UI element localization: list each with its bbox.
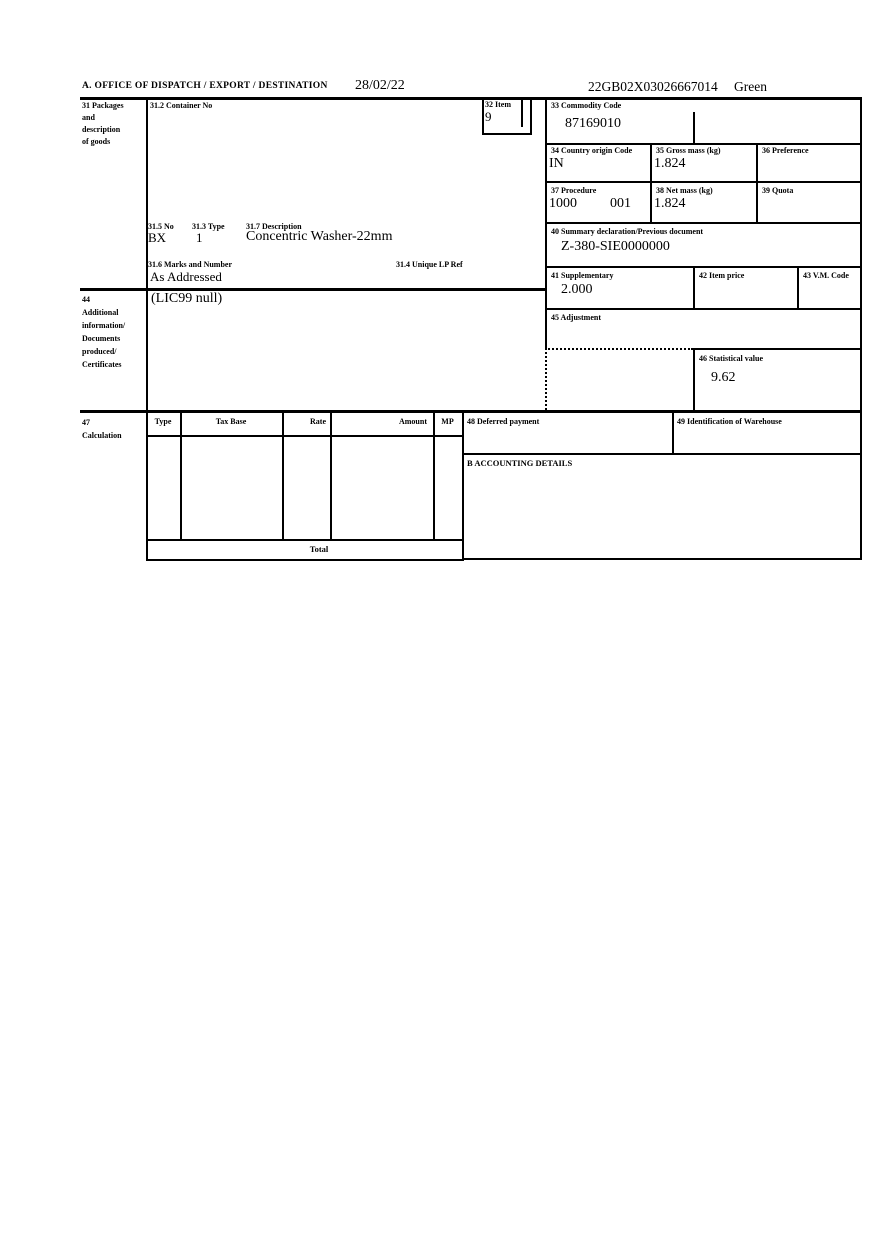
dispatch-date: 28/02/22 xyxy=(355,78,405,93)
divider xyxy=(672,410,674,453)
goods-description-value: Concentric Washer-22mm xyxy=(246,229,393,244)
box44-label-line: produced/ xyxy=(82,347,117,356)
routing-status: Green xyxy=(734,79,767,94)
package-no-value: BX xyxy=(148,230,167,245)
divider xyxy=(146,539,464,541)
divider xyxy=(146,435,464,437)
supplementary-value: 2.000 xyxy=(561,282,593,297)
office-of-dispatch-label: A. OFFICE OF DISPATCH / EXPORT / DESTINATION xyxy=(82,81,328,91)
item-price-label: 42 Item price xyxy=(699,271,745,280)
box31-label-line: of goods xyxy=(82,137,111,146)
divider xyxy=(693,266,695,308)
divider xyxy=(650,143,652,222)
statistical-value-label: 46 Statistical value xyxy=(699,354,763,363)
vm-code-label: 43 V.M. Code xyxy=(803,271,849,280)
calc-header-rate: Rate xyxy=(310,417,326,426)
divider xyxy=(146,559,464,561)
divider xyxy=(433,411,435,539)
box31-label xyxy=(82,100,124,148)
box44-label xyxy=(82,293,125,371)
accounting-details-label: B ACCOUNTING DETAILS xyxy=(467,458,573,468)
box47-label-line: 47 xyxy=(82,418,90,427)
item-number-value: 9 xyxy=(485,109,492,124)
divider xyxy=(530,97,532,135)
divider xyxy=(545,308,862,310)
box47-label-line: Calculation xyxy=(82,431,122,440)
statistical-value-value: 9.62 xyxy=(711,370,736,385)
box44-label-line: information/ xyxy=(82,321,126,330)
calc-header-amount: Amount xyxy=(398,417,427,426)
divider xyxy=(860,97,862,560)
marks-number-value: As Addressed xyxy=(150,269,222,284)
divider xyxy=(693,348,862,350)
divider xyxy=(180,411,182,539)
divider xyxy=(462,453,862,455)
box44-label-line: Certificates xyxy=(82,360,122,369)
gross-mass-label: 35 Gross mass (kg) xyxy=(656,146,721,155)
calc-total-label: Total xyxy=(309,544,329,554)
dotted-divider xyxy=(545,348,693,350)
country-origin-label: 34 Country origin Code xyxy=(551,146,633,155)
box47-label xyxy=(82,416,122,442)
calc-header-type: Type xyxy=(154,417,172,426)
divider xyxy=(462,410,464,560)
box44-label-line: Additional xyxy=(82,308,119,317)
divider xyxy=(282,411,284,539)
country-origin-value: IN xyxy=(549,156,564,171)
goods-description-label: 31.7 Description xyxy=(246,222,302,231)
divider xyxy=(545,222,862,224)
divider xyxy=(482,97,484,135)
adjustment-label: 45 Adjustment xyxy=(551,313,602,322)
supplementary-label: 41 Supplementary xyxy=(551,271,614,280)
divider xyxy=(545,266,862,268)
divider xyxy=(482,133,532,135)
divider xyxy=(545,143,862,145)
quota-label: 39 Quota xyxy=(762,186,794,195)
divider xyxy=(462,558,862,560)
divider xyxy=(521,97,523,127)
package-type-value: 1 xyxy=(196,230,203,245)
package-no-label: 31.5 No xyxy=(148,222,174,231)
box31-label-line: description xyxy=(82,125,121,134)
procedure-value-2: 001 xyxy=(610,196,631,211)
net-mass-value: 1.824 xyxy=(654,196,686,211)
deferred-payment-label: 48 Deferred payment xyxy=(467,417,540,426)
additional-information-value: (LIC99 null) xyxy=(151,291,223,306)
divider xyxy=(80,97,862,100)
entry-number: 22GB02X03026667014 xyxy=(588,79,718,94)
divider xyxy=(693,348,695,410)
box44-label-line: Documents xyxy=(82,334,121,343)
dotted-divider xyxy=(545,348,547,410)
commodity-code-value: 87169010 xyxy=(565,116,621,131)
gross-mass-value: 1.824 xyxy=(654,156,686,171)
unique-lp-ref-label: 31.4 Unique LP Ref xyxy=(396,260,463,269)
summary-declaration-label: 40 Summary declaration/Previous document xyxy=(551,227,704,236)
procedure-label: 37 Procedure xyxy=(551,186,597,195)
divider xyxy=(545,97,547,348)
container-no-label: 31.2 Container No xyxy=(150,101,213,110)
divider xyxy=(545,181,862,183)
net-mass-label: 38 Net mass (kg) xyxy=(656,186,713,195)
box31-label-line: and xyxy=(82,113,95,122)
warehouse-id-label: 49 Identification of Warehouse xyxy=(677,417,782,426)
marks-number-label: 31.6 Marks and Number xyxy=(148,260,233,269)
calc-header-tax-base: Tax Base xyxy=(215,417,247,426)
item-number-label: 32 Item xyxy=(485,100,511,109)
commodity-code-label: 33 Commodity Code xyxy=(551,101,622,110)
box44-label-line: 44 xyxy=(82,295,90,304)
divider xyxy=(797,266,799,308)
divider xyxy=(756,143,758,222)
divider xyxy=(80,288,545,291)
divider xyxy=(330,411,332,539)
box31-label-line: 31 Packages xyxy=(82,101,124,110)
summary-declaration-value: Z-380-SIE0000000 xyxy=(561,239,670,254)
preference-label: 36 Preference xyxy=(762,146,809,155)
divider xyxy=(146,97,148,561)
divider xyxy=(693,112,695,143)
calc-header-mp: MP xyxy=(441,417,454,426)
procedure-value-1: 1000 xyxy=(549,196,577,211)
divider xyxy=(80,410,862,413)
package-type-label: 31.3 Type xyxy=(192,222,225,231)
